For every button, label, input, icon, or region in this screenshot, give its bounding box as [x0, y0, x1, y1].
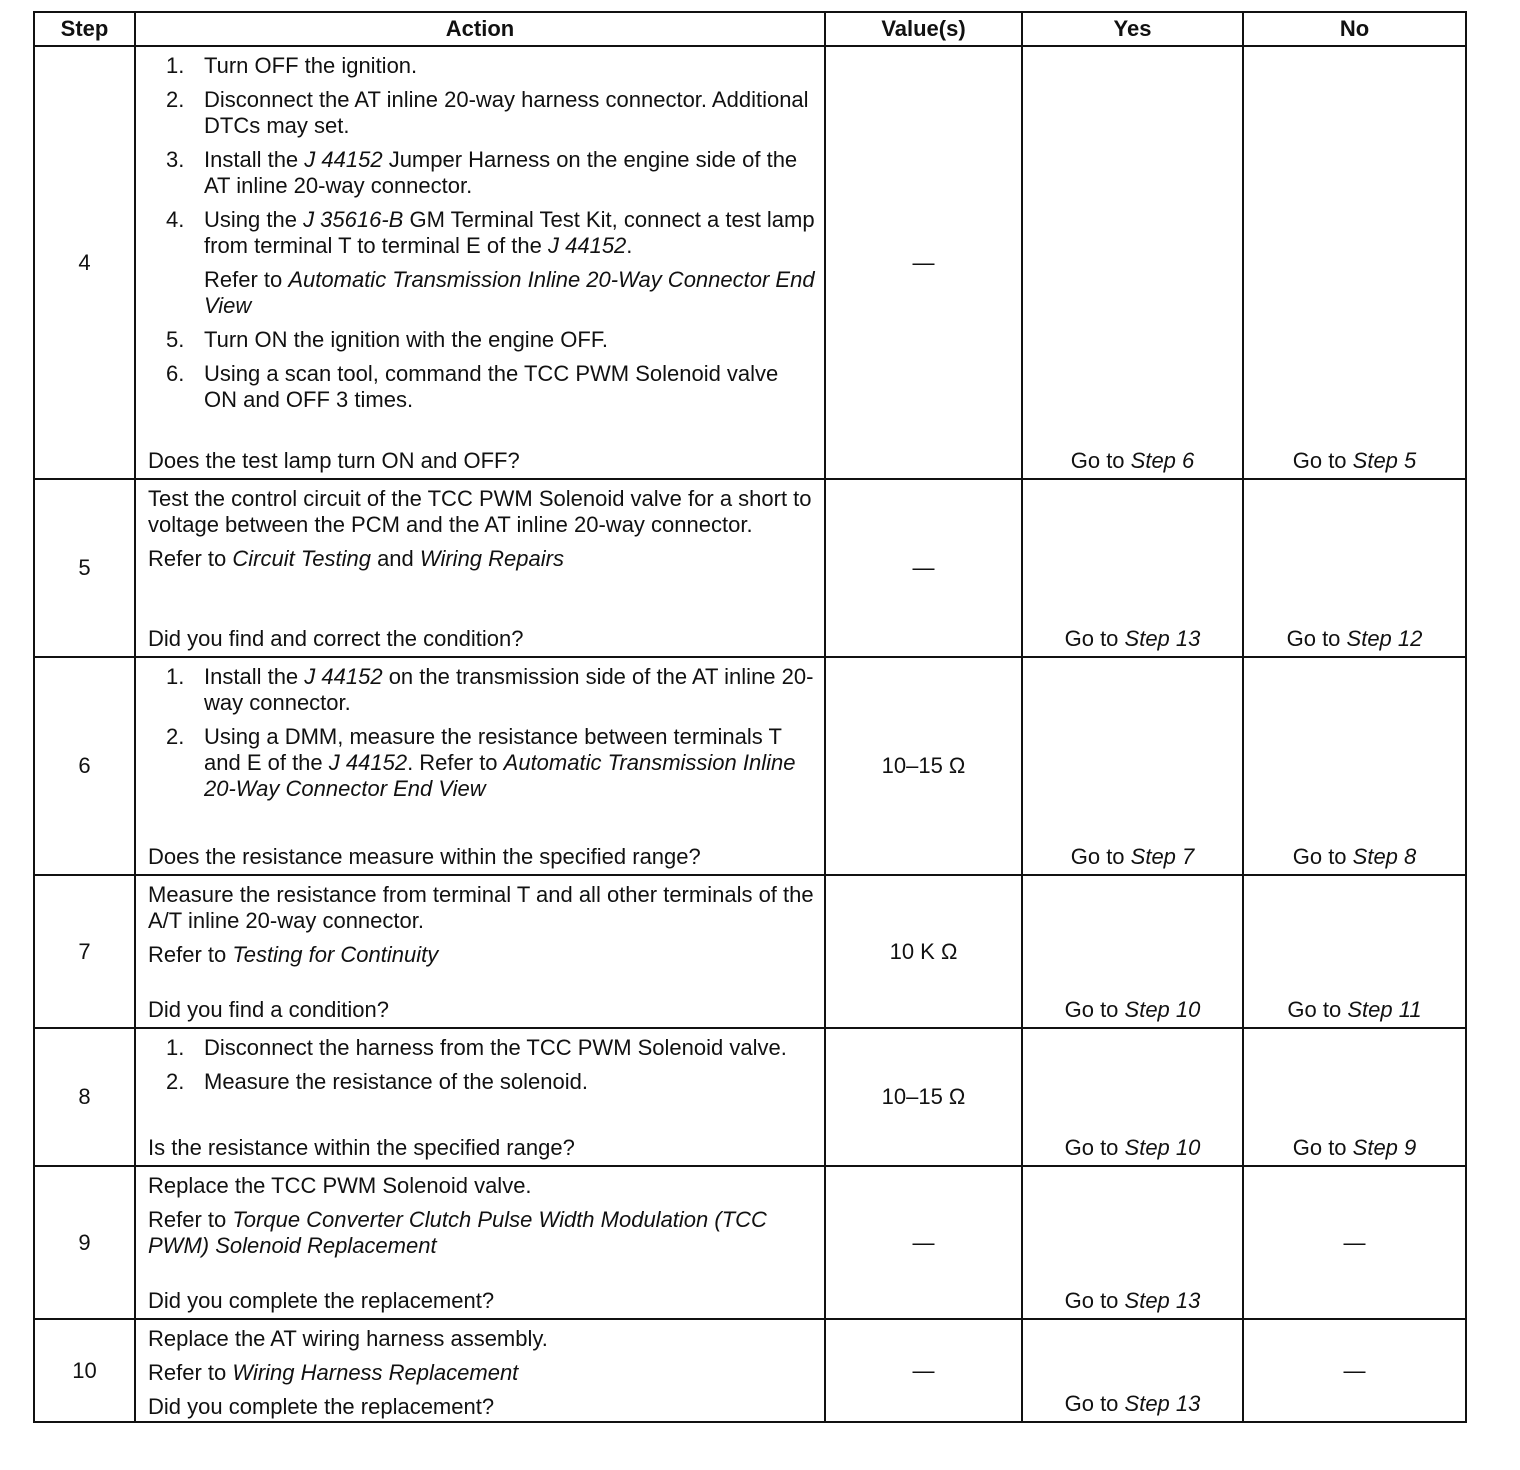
- action-question: Did you find a condition?: [148, 997, 389, 1022]
- goto-label: —: [1343, 1229, 1366, 1255]
- value-cell: 10 K Ω: [825, 875, 1022, 1028]
- goto-label: Go to: [1064, 997, 1125, 1022]
- goto-step-ref: Step 9: [1352, 1135, 1417, 1160]
- reference-link-text: Wiring Harness Replacement: [232, 1360, 519, 1385]
- no-cell: [1243, 875, 1466, 1028]
- action-reference: [148, 1360, 816, 1386]
- header-yes: Yes: [1022, 12, 1243, 46]
- action-instructions: [148, 1035, 816, 1103]
- text-segment: Using the: [204, 207, 304, 232]
- yes-cell: [1022, 1166, 1243, 1319]
- action-content: [148, 486, 816, 652]
- action-list-item: [166, 724, 816, 802]
- text-segment: .: [626, 233, 633, 258]
- action-list-item: [166, 87, 816, 139]
- action-cell: [135, 479, 825, 657]
- yes-cell: [1022, 1028, 1243, 1166]
- reference-link-text: J 44152: [304, 664, 383, 689]
- list-number: 3.: [166, 147, 185, 172]
- reference-link-text: J 44152: [328, 750, 408, 775]
- action-cell: [135, 46, 825, 479]
- action-list-item: [166, 1035, 816, 1061]
- header-no: No: [1243, 12, 1466, 46]
- action-instructions: [148, 486, 816, 580]
- value-cell: —: [825, 46, 1022, 479]
- text-segment: Turn ON the ignition with the engine OFF.: [204, 327, 608, 352]
- action-text: Measure the resistance from terminal T and all other terminals of the A/T inline 20-way connector.: [148, 882, 814, 933]
- action-cell: [135, 657, 825, 875]
- text-segment: Refer to: [148, 942, 233, 967]
- text-segment: Using a scan tool, command the TCC PWM Solenoid valve ON and OFF 3 times.: [204, 361, 779, 412]
- goto-step-ref: Step 13: [1124, 626, 1201, 651]
- goto-label: Go to: [1292, 1135, 1353, 1160]
- text-segment: . Refer to: [407, 750, 504, 775]
- action-list-item: [166, 207, 816, 259]
- header-row: [34, 12, 1466, 46]
- list-number: 2.: [166, 87, 185, 112]
- action-question: Is the resistance within the specified range?: [148, 1135, 575, 1160]
- goto-label: Go to: [1064, 1288, 1125, 1313]
- list-text: [204, 664, 816, 716]
- reference-link-text: Automatic Transmission Inline 20-Way Connector End View: [204, 750, 796, 801]
- text-segment: Jumper Harness on the engine side of the AT inline 20-way connector.: [204, 147, 798, 198]
- action-question: Did you complete the replacement?: [148, 1288, 495, 1313]
- action-list-item: [166, 327, 816, 353]
- action-cell: [135, 1319, 825, 1422]
- no-cell: [1243, 479, 1466, 657]
- yes-cell: [1022, 1319, 1243, 1422]
- list-number: 1.: [166, 1035, 185, 1060]
- text-segment: Install the: [204, 664, 305, 689]
- action-question: Does the test lamp turn ON and OFF?: [148, 448, 520, 473]
- list-number: 5.: [166, 327, 185, 352]
- action-content: [148, 1173, 816, 1314]
- action-reference: [204, 267, 816, 319]
- goto-step-ref: Step 13: [1124, 1288, 1201, 1313]
- goto-label: Go to: [1064, 1391, 1125, 1416]
- list-text: [204, 207, 816, 259]
- goto-step-ref: Step 11: [1347, 997, 1422, 1022]
- yes-cell: [1022, 46, 1243, 479]
- goto-step-ref: Step 8: [1352, 844, 1417, 869]
- no-cell: [1243, 46, 1466, 479]
- list-text: [204, 53, 816, 79]
- list-text: [204, 1035, 816, 1061]
- action-text: Replace the TCC PWM Solenoid valve.: [148, 1173, 532, 1198]
- action-content: [148, 882, 816, 1023]
- goto-label: Go to: [1070, 448, 1131, 473]
- step-number: 10: [34, 1319, 135, 1422]
- text-segment: Refer to: [148, 1360, 233, 1385]
- list-text: [204, 327, 816, 353]
- action-instructions: [148, 53, 816, 421]
- reference-link-text: J 44152: [304, 147, 383, 172]
- step-number: 8: [34, 1028, 135, 1166]
- action-content: [148, 664, 816, 870]
- goto-label: Go to: [1070, 844, 1131, 869]
- table-row: [34, 875, 1466, 1028]
- list-text: [204, 147, 816, 199]
- action-question: Does the resistance measure within the specified range?: [148, 844, 701, 869]
- action-text: Test the control circuit of the TCC PWM Solenoid valve for a short to voltage between the PCM and the AT inline 20-way connector.: [148, 486, 812, 537]
- action-reference: [148, 942, 816, 968]
- goto-step-ref: Step 13: [1124, 1391, 1201, 1416]
- value-cell: 10–15 Ω: [825, 1028, 1022, 1166]
- reference-link-text: Circuit Testing: [232, 546, 371, 571]
- action-instructions: [148, 664, 816, 810]
- action-list-item: [166, 361, 816, 413]
- diagnostic-step-table: [33, 11, 1467, 1423]
- action-cell: [135, 875, 825, 1028]
- value-cell: —: [825, 1319, 1022, 1422]
- text-segment: Disconnect the AT inline 20-way harness connector. Additional DTCs may set.: [204, 87, 809, 138]
- action-reference: [148, 546, 816, 572]
- text-segment: Refer to: [204, 267, 289, 292]
- action-content: [148, 1326, 816, 1417]
- yes-cell: [1022, 657, 1243, 875]
- goto-step-ref: Step 12: [1346, 626, 1423, 651]
- goto-step-ref: Step 10: [1124, 1135, 1201, 1160]
- goto-label: Go to: [1286, 626, 1347, 651]
- goto-step-ref: Step 10: [1124, 997, 1201, 1022]
- text-segment: Install the: [204, 147, 305, 172]
- goto-label: Go to: [1064, 1135, 1125, 1160]
- table-row: [34, 657, 1466, 875]
- value-cell: —: [825, 1166, 1022, 1319]
- table-row: [34, 1319, 1466, 1422]
- step-number: 5: [34, 479, 135, 657]
- action-text: Replace the AT wiring harness assembly.: [148, 1326, 548, 1351]
- reference-link-text: Torque Converter Clutch Pulse Width Modulation (TCC PWM) Solenoid Replacement: [148, 1207, 767, 1258]
- list-text: [204, 361, 816, 413]
- reference-link-text: Wiring Repairs: [419, 546, 564, 571]
- list-text: [204, 87, 816, 139]
- action-reference: [148, 1207, 816, 1259]
- text-segment: GM Terminal Test Kit, connect a test lamp from terminal T to terminal E of the: [204, 207, 815, 258]
- goto-step-ref: Step 7: [1130, 844, 1195, 869]
- text-segment: Disconnect the harness from the TCC PWM Solenoid valve.: [204, 1035, 787, 1060]
- text-segment: Refer to: [148, 546, 233, 571]
- text-segment: Measure the resistance of the solenoid.: [204, 1069, 589, 1094]
- action-list-item: [166, 147, 816, 199]
- action-list-item: [166, 1069, 816, 1095]
- step-number: 9: [34, 1166, 135, 1319]
- step-number: 7: [34, 875, 135, 1028]
- action-instructions: [148, 1326, 816, 1394]
- action-content: [148, 1035, 816, 1161]
- step-number: 4: [34, 46, 135, 479]
- action-content: [148, 53, 816, 474]
- text-segment: Refer to: [148, 1207, 233, 1232]
- action-list-item: [166, 664, 816, 716]
- value-cell: —: [825, 479, 1022, 657]
- list-number: 4.: [166, 207, 185, 232]
- action-instructions: [148, 882, 816, 976]
- action-cell: [135, 1166, 825, 1319]
- no-cell: [1243, 1028, 1466, 1166]
- goto-label: —: [1343, 1357, 1366, 1383]
- goto-label: Go to: [1292, 844, 1353, 869]
- text-segment: on the transmission side of the AT inline 20-way connector.: [204, 664, 814, 715]
- no-cell: [1243, 657, 1466, 875]
- list-number: 6.: [166, 361, 185, 386]
- action-cell: [135, 1028, 825, 1166]
- table-row: [34, 1166, 1466, 1319]
- reference-link-text: J 35616-B: [303, 207, 404, 232]
- text-segment: and: [370, 546, 420, 571]
- header-step: Step: [34, 12, 135, 46]
- text-segment: Turn OFF the ignition.: [204, 53, 418, 78]
- diagnostic-table-container: [33, 11, 1467, 1423]
- no-cell: [1243, 1166, 1466, 1319]
- list-text: [204, 724, 816, 802]
- action-question: Did you find and correct the condition?: [148, 626, 524, 651]
- action-instructions: [148, 1173, 816, 1267]
- table-row: [34, 46, 1466, 479]
- header-action: Action: [135, 12, 825, 46]
- list-number: 1.: [166, 664, 185, 689]
- no-cell: [1243, 1319, 1466, 1422]
- reference-link-text: J 44152: [548, 233, 627, 258]
- yes-cell: [1022, 875, 1243, 1028]
- table-row: [34, 479, 1466, 657]
- goto-label: Go to: [1292, 448, 1353, 473]
- table-row: [34, 1028, 1466, 1166]
- list-number: 2.: [166, 1069, 185, 1094]
- goto-label: Go to: [1064, 626, 1125, 651]
- goto-step-ref: Step 6: [1130, 448, 1195, 473]
- action-list-item: [166, 53, 816, 79]
- step-number: 6: [34, 657, 135, 875]
- action-question: Did you complete the replacement?: [148, 1394, 495, 1419]
- header-values: Value(s): [825, 12, 1022, 46]
- yes-cell: [1022, 479, 1243, 657]
- reference-link-text: Automatic Transmission Inline 20-Way Connector End View: [204, 267, 815, 318]
- goto-step-ref: Step 5: [1352, 448, 1417, 473]
- value-cell: 10–15 Ω: [825, 657, 1022, 875]
- list-number: 1.: [166, 53, 185, 78]
- goto-label: Go to: [1287, 997, 1348, 1022]
- list-number: 2.: [166, 724, 185, 749]
- reference-link-text: Testing for Continuity: [232, 942, 439, 967]
- text-segment: Using a DMM, measure the resistance between terminals T and E of the: [204, 724, 782, 775]
- list-text: [204, 1069, 816, 1095]
